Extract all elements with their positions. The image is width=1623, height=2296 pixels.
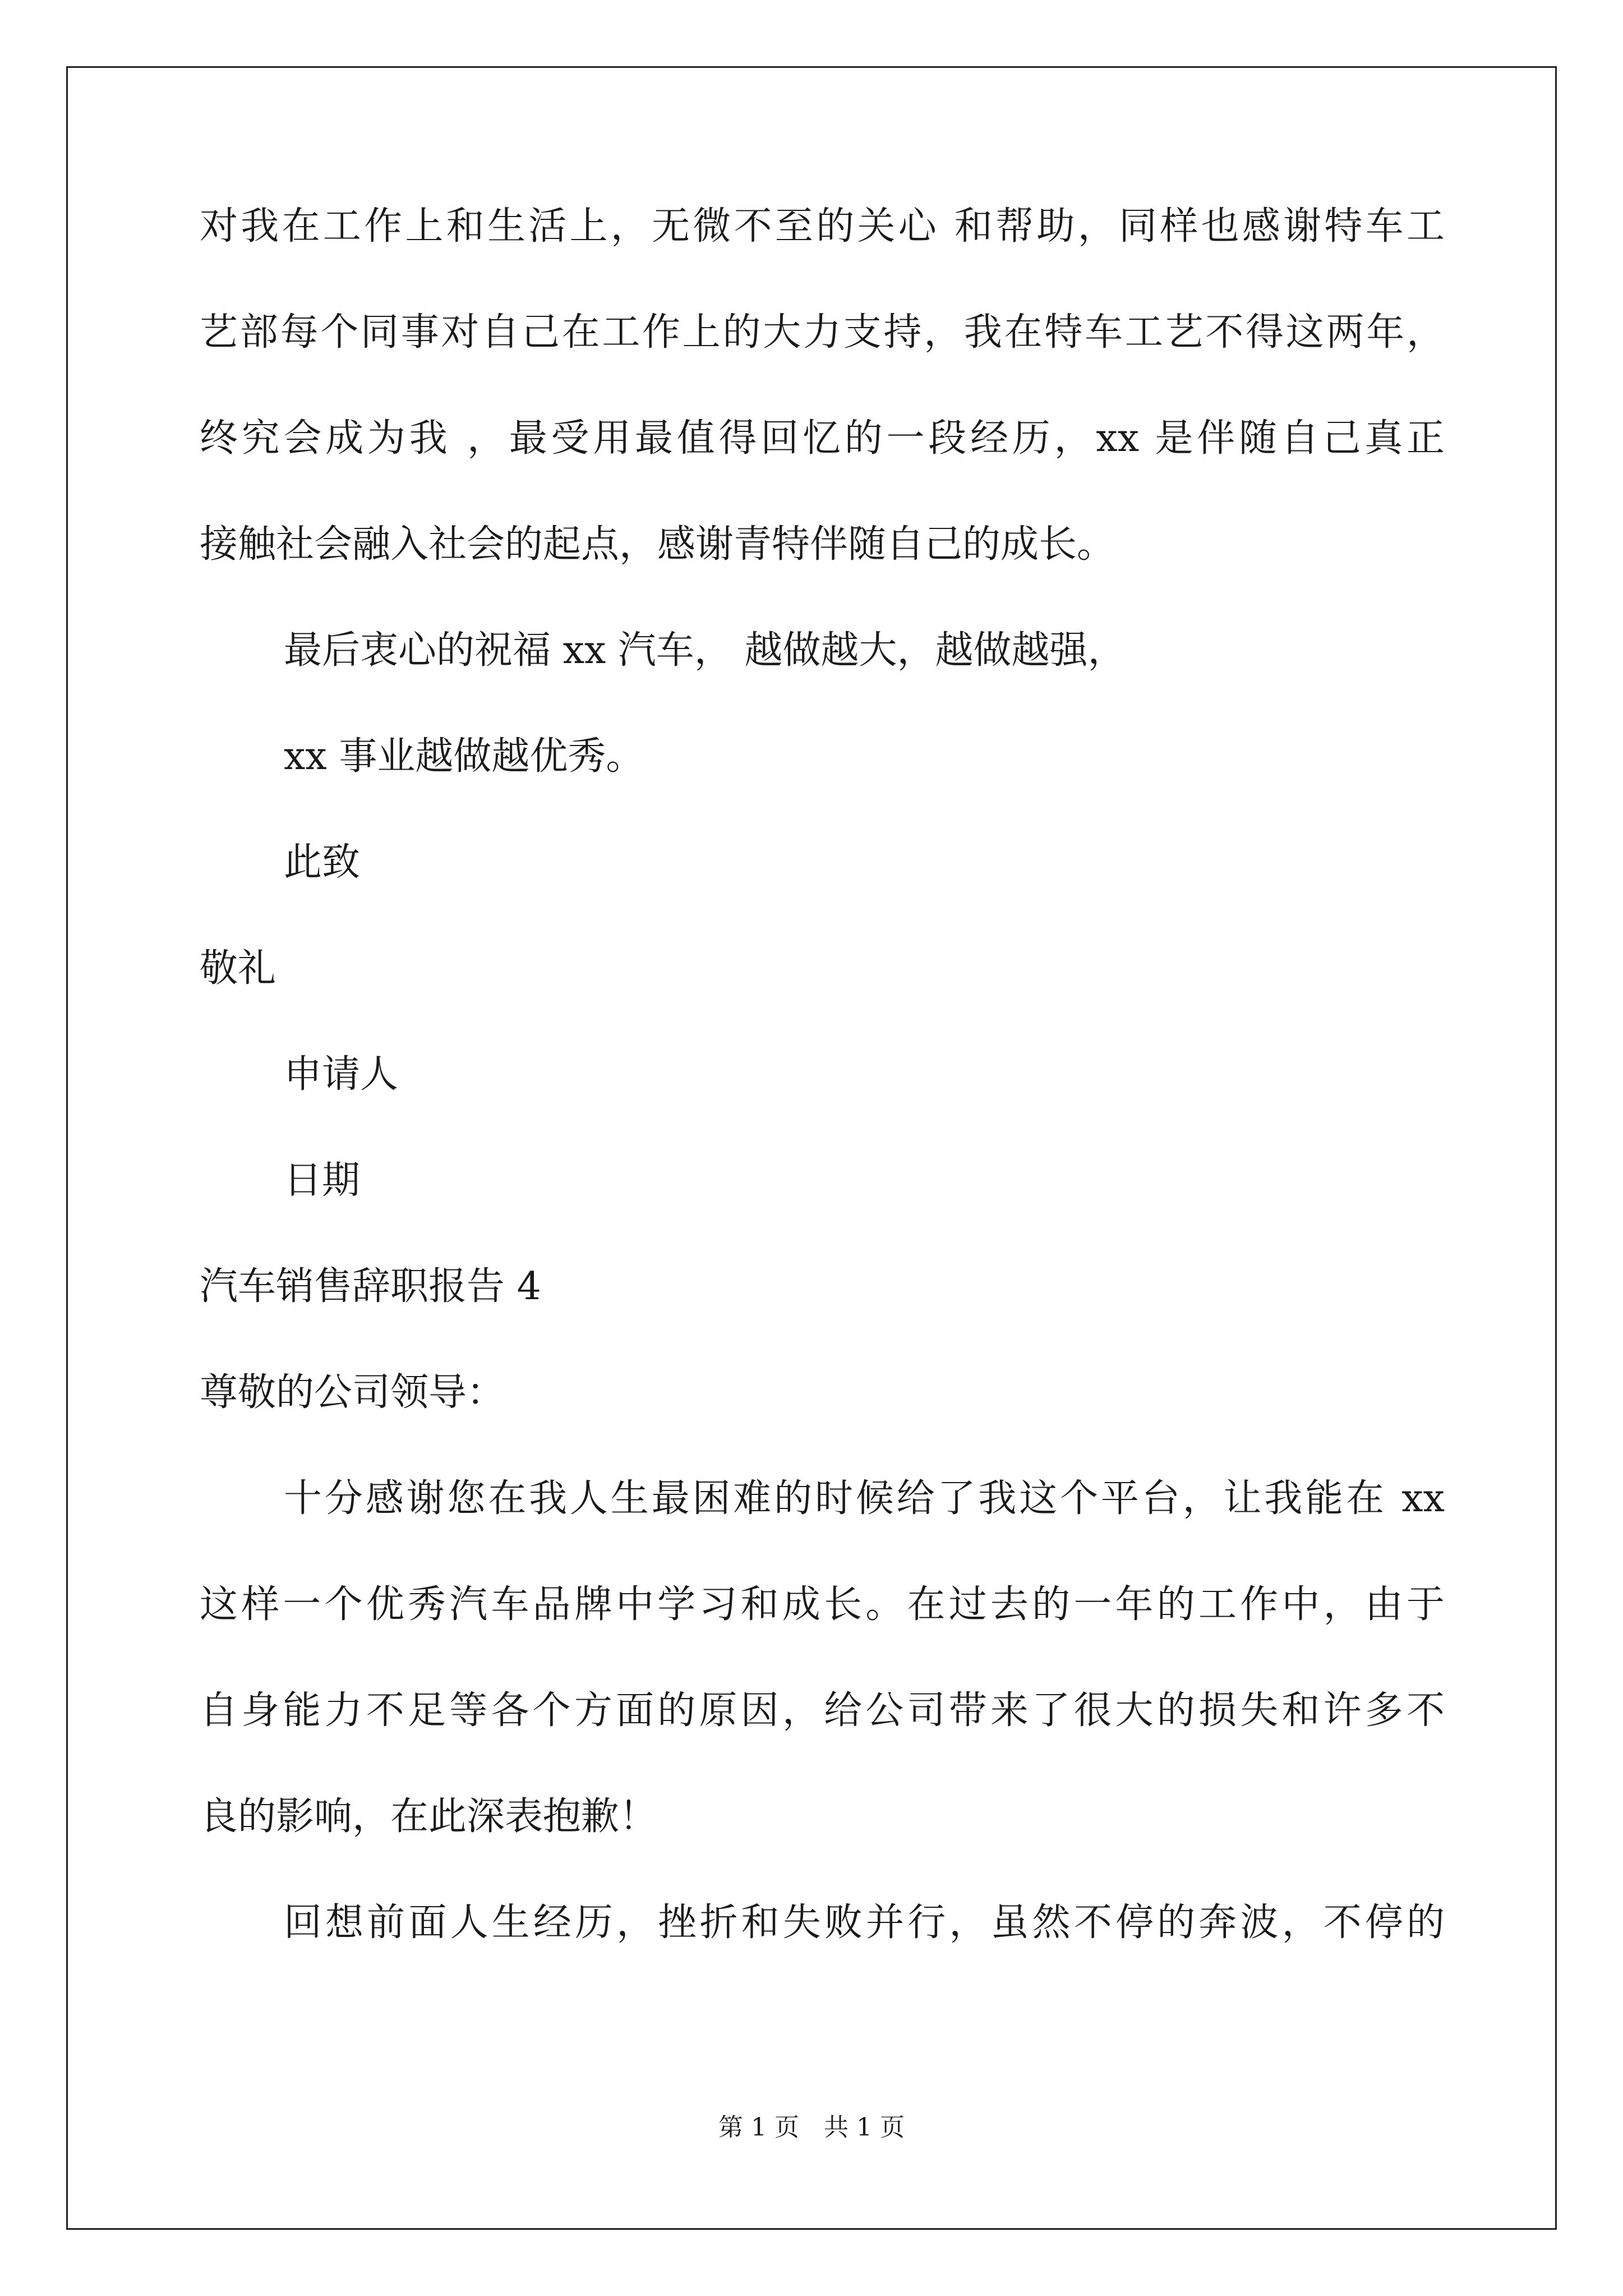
paragraph-line: xx 事业越做越优秀。 (284, 734, 644, 779)
applicant-label: 申请人 (284, 1052, 399, 1097)
closing-salutation: 此致 (284, 840, 361, 885)
paragraph-line: 良的影响，在此深表抱歉！ (200, 1795, 658, 1839)
paragraph-line: 回想前面人生经历，挫折和失败并行，虽然不停的奔波，不停的 (284, 1901, 1445, 1945)
closing-regards: 敬礼 (200, 946, 276, 991)
paragraph-line: 对我在工作上和生活上，无微不至的关心 和帮助，同样也感谢特车工 (200, 204, 1445, 249)
paragraph-line: 终究会成为我 ，最受用最值得回忆的一段经历，xx 是伴随自己真正 (200, 416, 1445, 461)
page-footer: 第 1 页 共 1 页 (718, 2113, 905, 2142)
paragraph-line: 十分感谢您在我人生最困难的时候给了我这个平台，让我能在 xx (284, 1476, 1445, 1521)
paragraph-line: 接触社会融入社会的起点，感谢青特伴随自己的成长。 (200, 522, 1115, 567)
paragraph-line: 自身能力不足等各个方面的原因，给公司带来了很大的损失和许多不 (200, 1688, 1445, 1733)
document-body (200, 204, 1445, 2010)
paragraph-line: 最后衷心的祝福 xx 汽车， 越做越大，越做越强， (284, 628, 1126, 673)
paragraph-line: 这样一个优秀汽车品牌中学习和成长。在过去的一年的工作中，由于 (200, 1582, 1445, 1627)
letter-greeting: 尊敬的公司领导： (200, 1370, 505, 1415)
paragraph-line: 艺部每个同事对自己在工作上的大力支持，我在特车工艺不得这两年， (200, 310, 1445, 355)
section-title: 汽车销售辞职报告 4 (200, 1264, 541, 1309)
date-label: 日期 (284, 1158, 361, 1203)
